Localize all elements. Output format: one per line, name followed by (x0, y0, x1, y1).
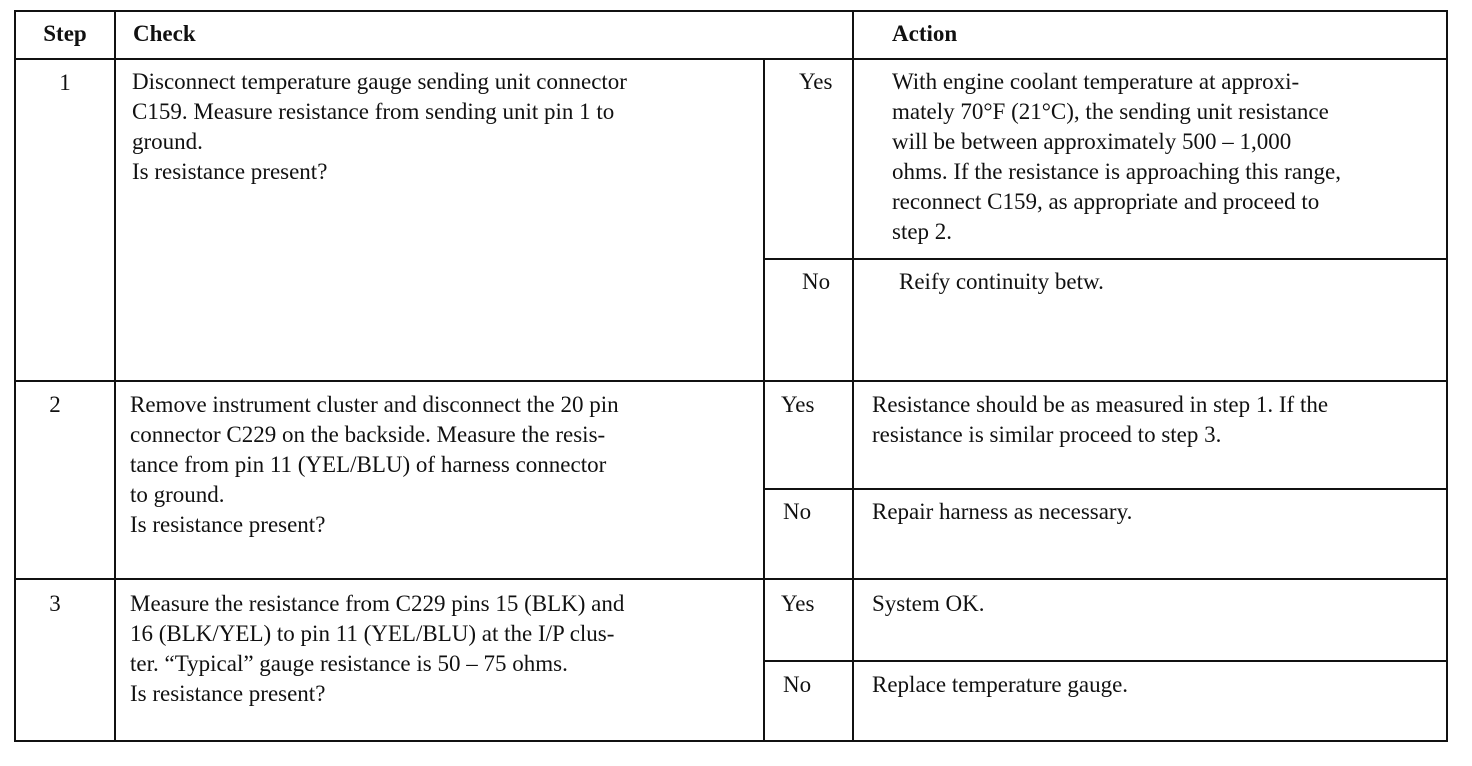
row1-step: 1 (59, 70, 71, 95)
divider-row2-row3 (14, 578, 1448, 580)
row3-check: Measure the resistance from C229 pins 15 (BLK) and 16 (BLK/YEL) to pin 11 (YEL/BLU) at the I/P clus- ter. “Typical” gauge resistance is 50 – 75 ohms. Is resistance present? (130, 591, 625, 706)
header-step: Step (43, 21, 87, 46)
row2-no-label: No (783, 499, 812, 524)
row2-yes-label: Yes (781, 392, 815, 417)
row2-no-action: Repair harness as necessary. (872, 499, 1133, 524)
divider-header (14, 58, 1448, 60)
row2-step: 2 (49, 392, 61, 417)
row2-check: Remove instrument cluster and disconnect the 20 pin connector C229 on the backside. Measure the resis- tance from pin 11 (YEL/BLU) of harness connector to ground. Is resistance present? (130, 392, 619, 537)
divider-row1-yes-no (763, 258, 1448, 260)
row3-no-label: No (783, 672, 812, 697)
header-check: Check (133, 21, 196, 46)
divider-row1-row2 (14, 380, 1448, 382)
table-border-bottom (14, 740, 1448, 742)
divider-row2-yes-no (763, 488, 1448, 490)
header-action: Action (892, 21, 958, 46)
row1-no-action: Reify continuity betw. (899, 269, 1104, 294)
row1-yes-label: Yes (799, 69, 833, 94)
row1-check: Disconnect temperature gauge sending unit connector C159. Measure resistance from sending unit pin 1 to ground. Is resistance present? (132, 69, 627, 184)
divider-check-yesno (763, 58, 765, 742)
row1-no-label: No (802, 269, 831, 294)
diagnostic-table (14, 10, 1448, 742)
table-border-top (14, 10, 1448, 12)
divider-step-check (114, 10, 116, 742)
row3-step: 3 (49, 591, 61, 616)
table-border-left (14, 10, 16, 742)
divider-row3-yes-no (763, 660, 1448, 662)
row3-yes-action: System OK. (872, 591, 985, 616)
divider-yesno-action (852, 10, 854, 742)
row1-yes-action: With engine coolant temperature at approxi- mately 70°F (21°C), the sending unit resistance will be between approximately 500 – 1,000 ohms. If the resistance is approaching this range, reconnect C159, as appropriate and proceed to step 2. (892, 69, 1342, 244)
row2-yes-action: Resistance should be as measured in step 1. If the resistance is similar proceed to step 3. (872, 392, 1329, 447)
row3-no-action: Replace temperature gauge. (872, 672, 1129, 697)
row3-yes-label: Yes (781, 591, 815, 616)
